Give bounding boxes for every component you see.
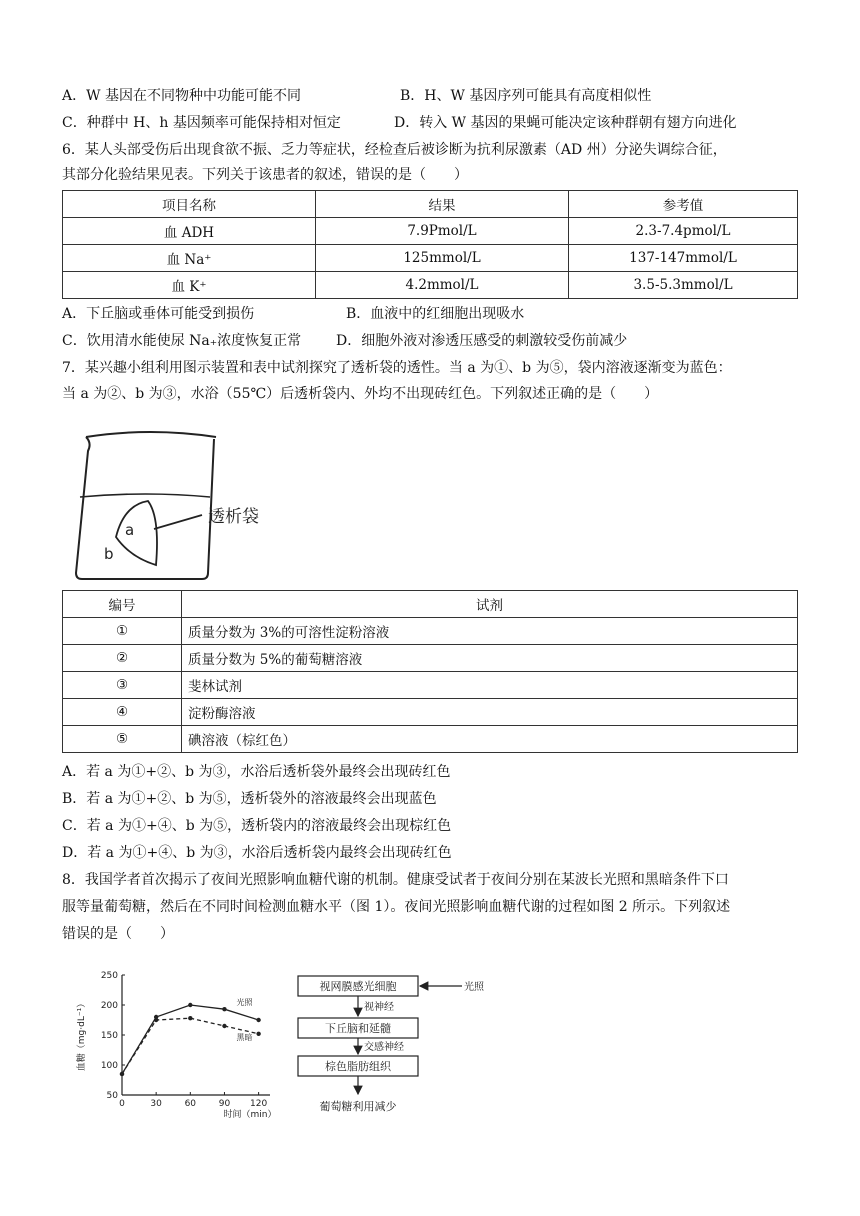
table-header-cell: 试剂 <box>182 591 798 618</box>
table-header-row <box>63 591 798 618</box>
q5-option-c: C．种群中 H、h 基因频率可能保持相对恒定 <box>62 115 341 131</box>
flow-label-result: 葡萄糖利用减少 <box>319 1100 397 1113</box>
chart-y-axis-label: 血糖（mg·dL⁻¹） <box>77 998 87 1072</box>
table-cell: 3.5-5.3mmol/L <box>569 272 798 299</box>
q5-option-d: D．转入 W 基因的果蝇可能决定该种群朝有翅方向进化 <box>394 115 737 131</box>
chart-y-tick-label: 100 <box>100 1061 118 1071</box>
chart-point <box>188 1003 192 1007</box>
chart-point <box>256 1032 260 1036</box>
label-a: a <box>125 521 135 539</box>
chart-point <box>222 1007 226 1011</box>
chart-x-tick-label: 30 <box>150 1099 162 1109</box>
chart-point <box>188 1016 192 1020</box>
q7-option-d: D．若 a 为①+④、b 为③，水浴后透析袋内最终会出现砖红色 <box>62 845 452 861</box>
flow-label-retina: 视网膜感光细胞 <box>319 980 397 993</box>
flow-label-optic-nerve: 视神经 <box>364 1002 394 1013</box>
table-cell: ① <box>63 618 182 645</box>
table-cell: 质量分数为 3%的可溶性淀粉溶液 <box>182 618 798 645</box>
q7-stem-line2: 当 a 为②、b 为③，水浴（55℃）后透析袋内、外均不出现砖红色。下列叙述正确的是（ ） <box>62 386 659 402</box>
table-row <box>63 726 798 753</box>
q7-stem-line1: 7．某兴趣小组利用图示装置和表中试剂探究了透析袋的透性。当 a 为①、b 为⑤，袋内溶液逐渐变为蓝色： <box>62 360 732 376</box>
table-cell: 2.3-7.4pmol/L <box>569 218 798 245</box>
q7-reagent-table <box>62 590 798 753</box>
table-cell: 137-147mmol/L <box>569 245 798 272</box>
table-header-cell: 结果 <box>316 191 569 218</box>
q7-option-a: A．若 a 为①+②、b 为③，水浴后透析袋外最终会出现砖红色 <box>62 764 451 780</box>
chart-series-label: 光照 <box>236 998 253 1008</box>
q5-option-a: A．W 基因在不同物种中功能可能不同 <box>62 88 301 104</box>
table-row <box>63 245 798 272</box>
chart-y-tick-label: 50 <box>106 1091 118 1101</box>
table-row <box>63 618 798 645</box>
table-cell: ② <box>63 645 182 672</box>
chart-x-tick-label: 90 <box>218 1099 231 1109</box>
chart-y-tick-label: 250 <box>100 971 118 981</box>
chart-series-line <box>122 1018 259 1074</box>
chart-x-axis-label: 时间（min） <box>223 1110 277 1120</box>
table-cell: ③ <box>63 672 182 699</box>
q6-option-c: C．饮用清水能使尿 Na₊浓度恢复正常 <box>62 333 302 349</box>
table-row <box>63 645 798 672</box>
chart-y-tick-label: 200 <box>100 1001 118 1011</box>
beaker-rim <box>86 432 216 437</box>
table-cell: 4.2mmol/L <box>316 272 569 299</box>
q6-option-b: B．血液中的红细胞出现吸水 <box>346 306 525 322</box>
q5-option-b: B．H、W 基因序列可能具有高度相似性 <box>400 88 652 104</box>
q6-stem-line2: 其部分化验结果见表。下列关于该患者的叙述，错误的是（ ） <box>62 167 468 183</box>
q6-option-d: D．细胞外液对渗透压感受的刺激较受伤前减少 <box>336 333 628 349</box>
table-header-cell: 参考值 <box>569 191 798 218</box>
q8-stem-line2: 服等量葡萄糖，然后在不同时间检测血糖水平（图 1）。夜间光照影响血糖代谢的过程如图 2 所示。下列叙述 <box>62 899 731 915</box>
q8-mechanism-flowchart <box>292 970 492 1120</box>
flow-label-brown-fat: 棕色脂肪组织 <box>325 1060 391 1073</box>
table-header-cell: 编号 <box>63 591 182 618</box>
flow-label-light: 光照 <box>464 982 484 993</box>
chart-y-tick-label: 150 <box>100 1031 118 1041</box>
q7-beaker-figure <box>70 425 300 585</box>
water-surface <box>80 494 210 497</box>
q8-blood-glucose-chart <box>70 965 285 1125</box>
table-cell: 淀粉酶溶液 <box>182 699 798 726</box>
bag-pointer-line <box>154 515 202 529</box>
label-b: b <box>104 545 114 563</box>
table-cell: 血 K⁺ <box>63 272 316 299</box>
table-cell: 斐林试剂 <box>182 672 798 699</box>
chart-point <box>256 1018 260 1022</box>
q7-option-c: C．若 a 为①+④、b 为⑤，透析袋内的溶液最终会出现棕红色 <box>62 818 452 834</box>
table-row <box>63 218 798 245</box>
table-cell: ⑤ <box>63 726 182 753</box>
table-cell: 质量分数为 5%的葡萄糖溶液 <box>182 645 798 672</box>
chart-point <box>222 1024 226 1028</box>
table-row <box>63 272 798 299</box>
q6-option-a: A．下丘脑或垂体可能受到损伤 <box>62 306 255 322</box>
flow-label-hypothalamus: 下丘脑和延髓 <box>325 1022 391 1035</box>
flow-label-sympathetic: 交感神经 <box>364 1042 404 1053</box>
chart-x-tick-label: 120 <box>250 1099 268 1109</box>
chart-series-label: 黑暗 <box>236 1033 253 1042</box>
chart-point <box>120 1072 124 1076</box>
table-cell: 7.9Pmol/L <box>316 218 569 245</box>
table-cell: ④ <box>63 699 182 726</box>
table-cell: 碘溶液（棕红色） <box>182 726 798 753</box>
beaker-outline <box>76 437 214 579</box>
table-cell: 125mmol/L <box>316 245 569 272</box>
chart-x-tick-label: 0 <box>119 1099 125 1109</box>
chart-x-tick-label: 60 <box>184 1099 197 1109</box>
q6-stem-line1: 6．某人头部受伤后出现食欲不振、乏力等症状，经检查后被诊断为抗利尿激素（AD 州）分泌失调综合征， <box>62 142 727 158</box>
dialysis-bag <box>116 501 157 565</box>
table-cell: 血 Na⁺ <box>63 245 316 272</box>
q7-option-b: B．若 a 为①+②、b 为⑤，透析袋外的溶液最终会出现蓝色 <box>62 791 437 807</box>
table-row <box>63 672 798 699</box>
table-header-row <box>63 191 798 218</box>
table-row <box>63 699 798 726</box>
chart-point <box>154 1018 158 1022</box>
q8-stem-line3: 错误的是（ ） <box>62 926 174 942</box>
table-cell: 血 ADH <box>63 218 316 245</box>
table-header-cell: 项目名称 <box>63 191 316 218</box>
q6-lab-table <box>62 190 798 299</box>
label-dialysis-bag: 透析袋 <box>208 507 259 527</box>
q8-stem-line1: 8．我国学者首次揭示了夜间光照影响血糖代谢的机制。健康受试者于夜间分别在某波长光照和黑暗条件下口 <box>62 872 729 888</box>
